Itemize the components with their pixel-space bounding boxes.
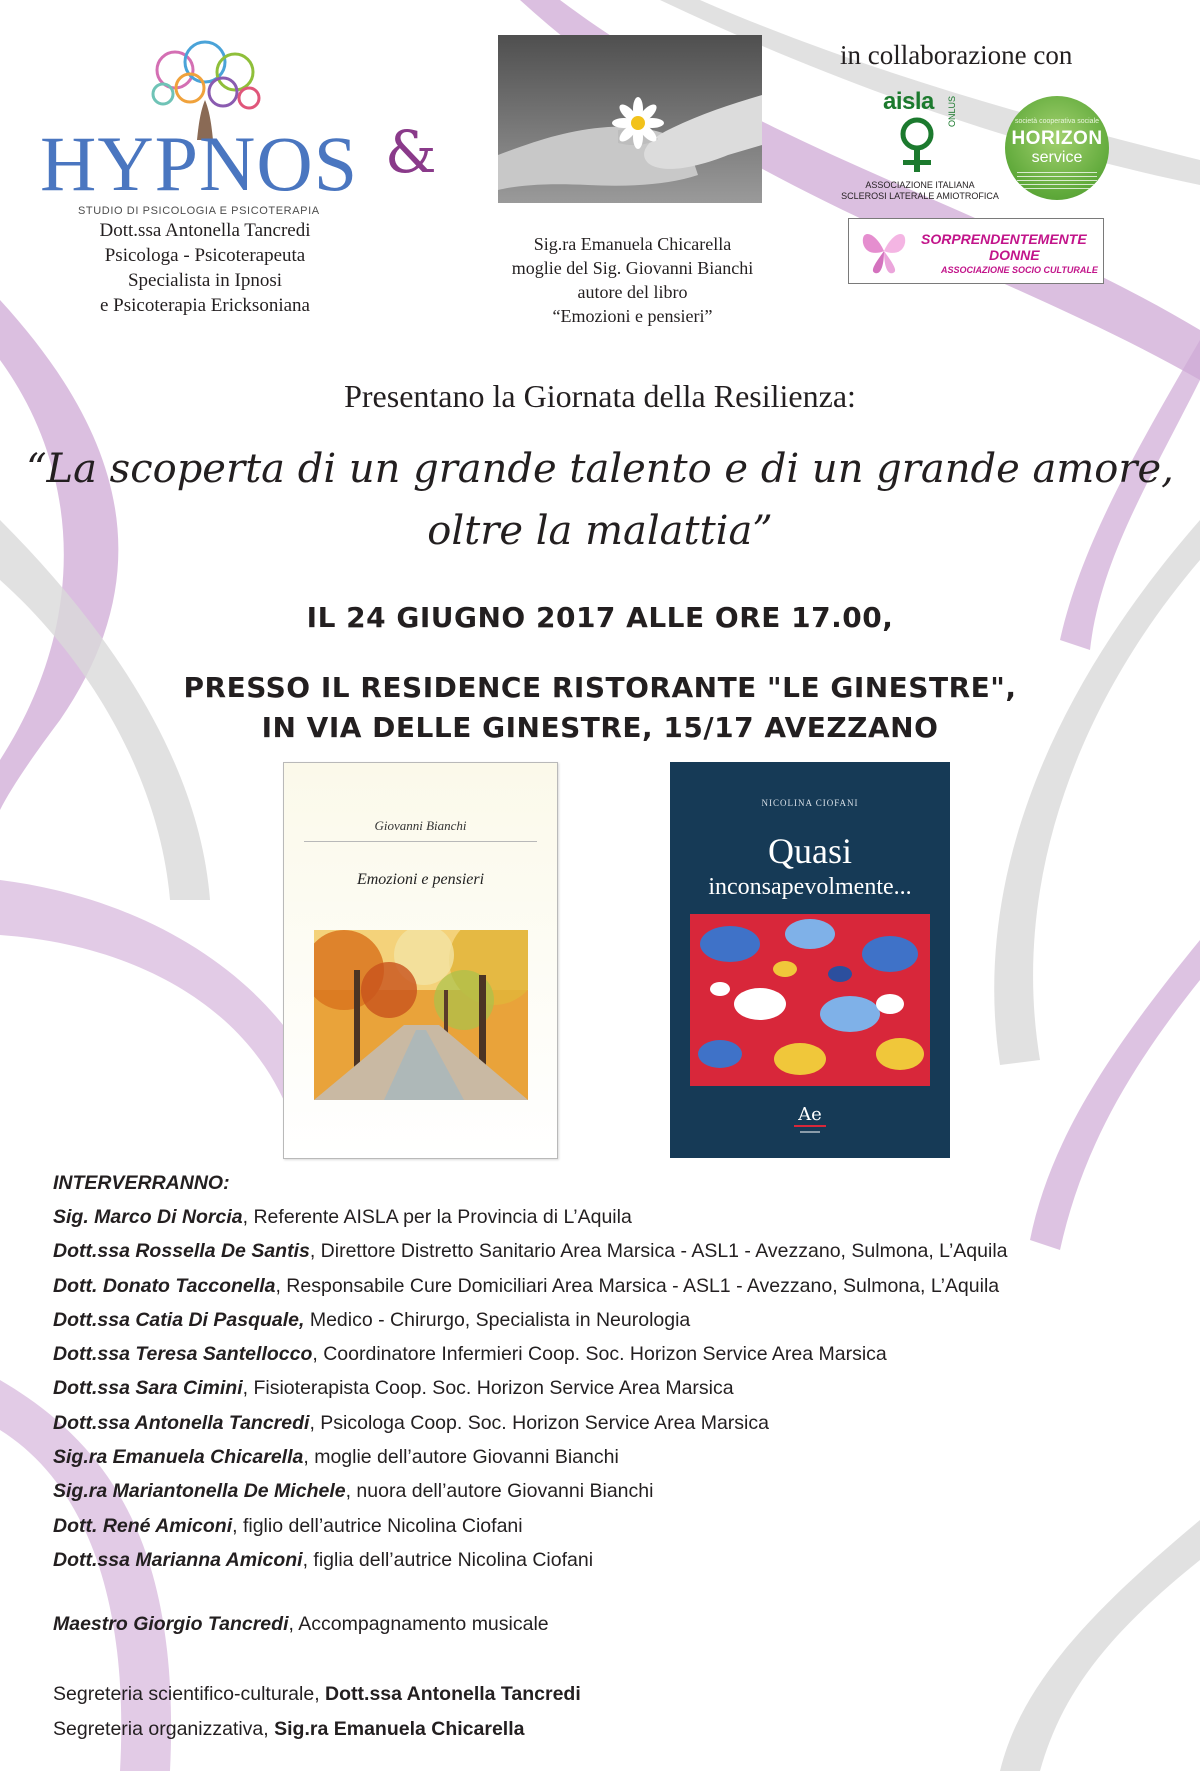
speaker-role: , figlio dell’autrice Nicolina Ciofani (232, 1514, 523, 1537)
scientific-label: Segreteria scientifico-culturale, (53, 1683, 326, 1705)
venue-line: IN VIA DELLE GINESTRE, 15/17 AVEZZANO (261, 711, 939, 744)
donne-line-2: DONNE (989, 247, 1040, 263)
organizational-secretariat (53, 1718, 524, 1741)
book2-author: NICOLINA CIOFANI (761, 798, 859, 808)
donne-line-1: SORPRENDENTEMENTE (921, 231, 1087, 247)
collaboration-label: in collaborazione con (840, 40, 1073, 70)
speaker-row (53, 1543, 1173, 1577)
speaker-row (53, 1440, 1173, 1474)
horizon-service: service (1031, 149, 1083, 166)
org-name: Sig.ra Emanuela Chicarella (274, 1718, 525, 1740)
speaker-role: , Referente AISLA per la Provincia di L’Aquila (242, 1206, 632, 1228)
book2-title-line-1: Quasi (768, 831, 852, 871)
speaker-row (53, 1509, 1173, 1543)
speaker-name: Dott.ssa Sara Cimini (53, 1377, 243, 1400)
speaker-name: Dott.ssa Marianna Amiconi (53, 1548, 303, 1571)
speaker-name: Dott.ssa Rossella De Santis (53, 1240, 310, 1263)
speaker-row (53, 1269, 1173, 1303)
book1-title: Emozioni e pensieri (356, 871, 485, 888)
speaker-role: , Coordinatore Infermieri Coop. Soc. Horizon Service Area Marsica (312, 1343, 887, 1366)
butterfly-icon (857, 225, 911, 277)
speakers-heading: INTERVERRANNO: (53, 1172, 230, 1194)
book-cover-quasi-inconsapevolmente (670, 762, 950, 1158)
hypnos-wordmark: HYPNOS (40, 120, 359, 207)
event-venue (0, 668, 1200, 748)
speaker-role: , Fisioterapista Coop. Soc. Horizon Service Area Marsica (242, 1377, 734, 1400)
speaker-role: Medico - Chirurgo, Specialista in Neurologia (304, 1308, 691, 1331)
speaker-row (53, 1303, 1173, 1337)
music-credit (53, 1613, 549, 1636)
speaker-name: Dott. Donato Tacconella (53, 1274, 276, 1297)
speaker-row (53, 1337, 1173, 1371)
hypnos-person-line: Psicologa - Psicoterapeuta (104, 245, 306, 266)
horizon-small-text: società cooperativa sociale (1014, 118, 1100, 125)
speaker-name: Dott.ssa Catia Di Pasquale, (53, 1308, 305, 1331)
speaker-name: Dott.ssa Teresa Santellocco (53, 1343, 313, 1366)
publisher-logo (788, 1100, 832, 1140)
scientific-name: Dott.ssa Antonella Tancredi (325, 1683, 581, 1705)
speaker-name: Sig.ra Mariantonella De Michele (53, 1480, 346, 1503)
wife-line: Sig.ra Emanuela Chicarella (533, 234, 732, 254)
aisla-description (835, 180, 1005, 202)
book2-title-line-2: inconsapevolmente... (708, 874, 912, 900)
hypnos-person-line: Specialista in Ipnosi (127, 270, 283, 291)
book1-author: Giovanni Bianchi (374, 818, 467, 833)
wife-line: moglie del Sig. Giovanni Bianchi (511, 258, 754, 278)
music-name: Maestro Giorgio Tancredi (53, 1613, 289, 1635)
horizon-logo (1005, 96, 1109, 200)
speakers-list (53, 1166, 1173, 1577)
floral-painting (690, 914, 930, 1086)
speaker-role: , figlia dell’autrice Nicolina Ciofani (302, 1548, 594, 1571)
speaker-row (53, 1234, 1173, 1268)
aisla-logo (835, 88, 999, 210)
autumn-painting (314, 930, 528, 1100)
hypnos-person-line: e Psicoterapia Ericksoniana (100, 295, 310, 316)
speaker-row (53, 1474, 1173, 1508)
aisla-symbol-icon (887, 114, 947, 176)
speaker-role: , Responsabile Cure Domiciliari Area Marsica - ASL1 - Avezzano, Sulmona, L’Aquila (275, 1274, 1000, 1297)
presentano-heading: Presentano la Giornata della Resilienza: (344, 378, 856, 414)
scientific-secretariat (53, 1683, 581, 1706)
aisla-desc-line: ASSOCIAZIONE ITALIANA (865, 180, 975, 190)
hypnos-person (60, 218, 350, 318)
horizon-wordmark: HORIZON (1011, 128, 1103, 149)
speaker-role: , nuora dell’autore Giovanni Bianchi (345, 1480, 654, 1503)
music-role: , Accompagnamento musicale (288, 1613, 549, 1635)
hypnos-person-line: Dott.ssa Antonella Tancredi (99, 220, 311, 241)
sorprendentemente-donne-logo (848, 218, 1104, 284)
svg-text:Ae: Ae (798, 1104, 822, 1125)
hypnos-subtitle: STUDIO DI PSICOLOGIA E PSICOTERAPIA (78, 205, 320, 217)
aisla-onlus: ONLUS (947, 96, 957, 128)
speaker-row (53, 1371, 1173, 1405)
event-title (0, 438, 1200, 562)
hypnos-logo (40, 40, 359, 220)
event-title-line: “La scoperta di un grande talento e di un grande amore, (26, 446, 1174, 492)
horizon-stripes (1017, 172, 1097, 192)
event-date: IL 24 GIUGNO 2017 ALLE ORE 17.00, (306, 601, 894, 634)
donne-line-3: ASSOCIAZIONE SOCIO CULTURALE (941, 265, 1098, 275)
ampersand: & (385, 118, 437, 186)
book1-rule (304, 841, 537, 842)
book-cover-emozioni (283, 762, 558, 1159)
speaker-name: Sig. Marco Di Norcia (53, 1206, 243, 1228)
hands-flower-photo (498, 35, 762, 203)
wife-caption (470, 232, 795, 328)
speaker-row (53, 1406, 1173, 1440)
aisla-wordmark: aisla (883, 88, 934, 115)
venue-line: PRESSO IL RESIDENCE RISTORANTE "LE GINESTRE", (183, 671, 1017, 704)
wife-line: “Emozioni e pensieri” (552, 306, 713, 326)
speaker-role: , Psicologa Coop. Soc. Horizon Service Area Marsica (309, 1411, 769, 1434)
speaker-name: Sig.ra Emanuela Chicarella (53, 1446, 304, 1469)
speaker-role: , moglie dell’autore Giovanni Bianchi (303, 1446, 619, 1469)
wife-line: autore del libro (577, 282, 688, 302)
org-label: Segreteria organizzativa, (53, 1718, 275, 1740)
speaker-name: Dott.ssa Antonella Tancredi (53, 1411, 310, 1434)
speaker-name: Dott. René Amiconi (53, 1514, 233, 1537)
speaker-row (53, 1200, 1173, 1234)
event-title-line: oltre la malattia” (427, 508, 773, 554)
aisla-desc-line: SCLEROSI LATERALE AMIOTROFICA (841, 191, 999, 201)
speaker-role: , Direttore Distretto Sanitario Area Marsica - ASL1 - Avezzano, Sulmona, L’Aquila (309, 1240, 1008, 1263)
